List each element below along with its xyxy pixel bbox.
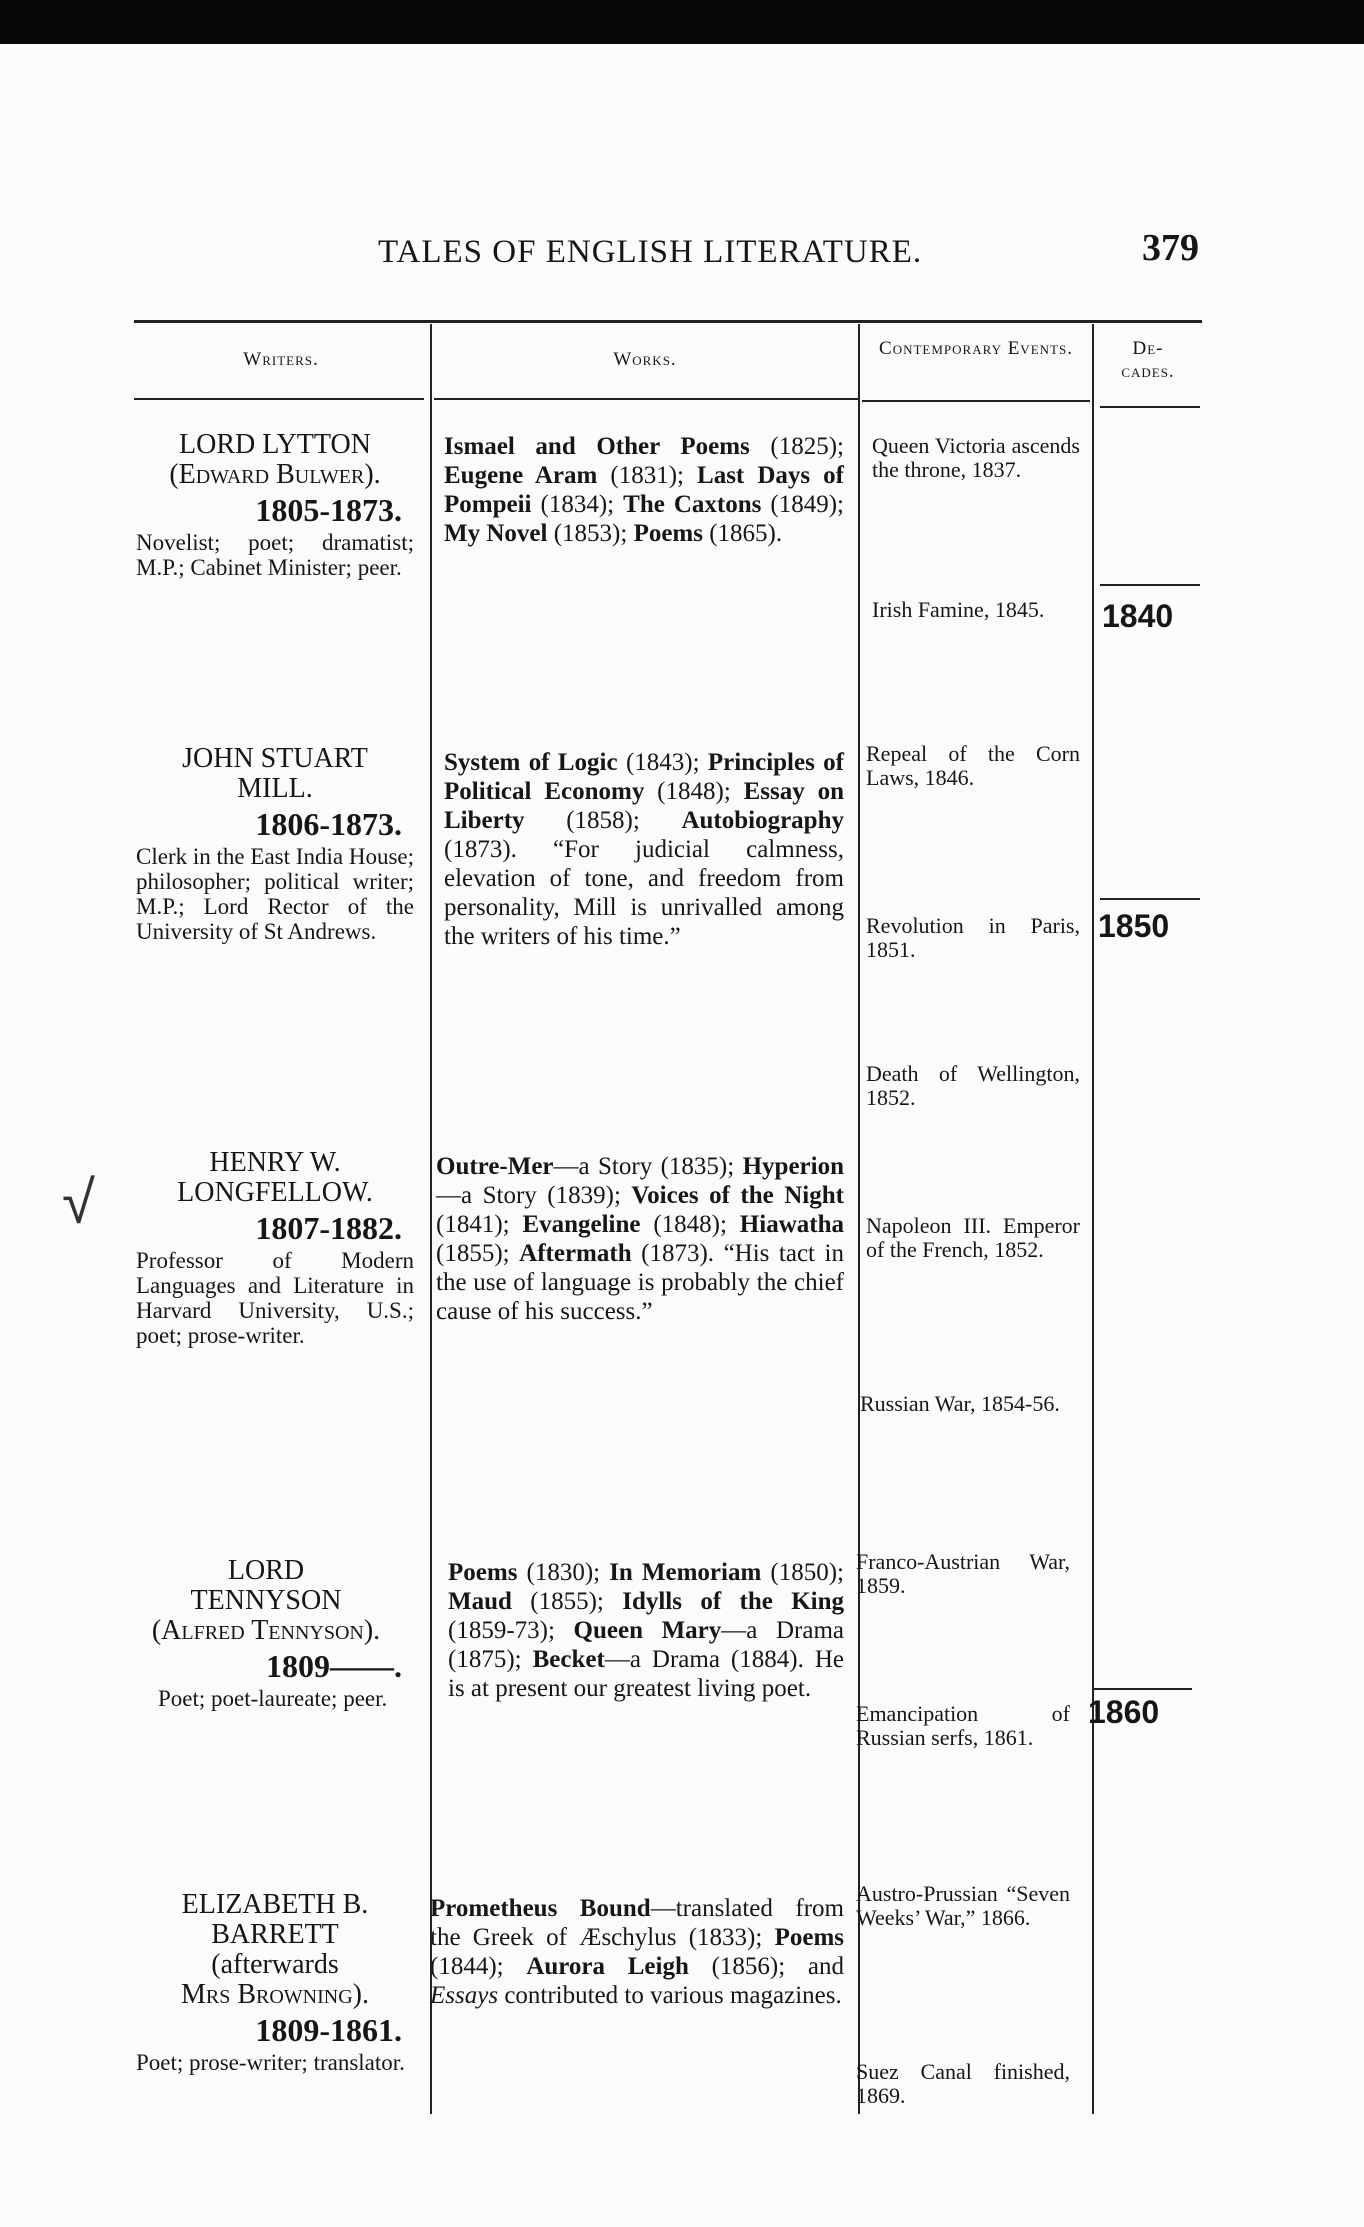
writer-name: TENNYSON: [190, 1585, 342, 1616]
work-note: (1848);: [644, 778, 744, 805]
work-note: (1873). “For judicial calmness, elevation of tone, and freedom from personality, Mill is unrivalled among the writers of his time.”: [444, 836, 844, 950]
writer-name: Mrs Browning).: [180, 1979, 369, 2010]
writer-dates: 1805-1873.: [255, 492, 402, 528]
work-title: Poems: [774, 1924, 844, 1951]
column-divider-1: [430, 324, 432, 2114]
works-entry: [448, 1558, 844, 1703]
decades-header-rule: [1100, 406, 1200, 408]
header-decades: De- cades.: [1121, 338, 1175, 382]
work-note: (1873). “His tact in the use of language is probably the chief cause of his success.”: [436, 1240, 844, 1325]
work-title: Autobiography: [681, 807, 844, 834]
work-title: Idylls of the King: [622, 1588, 844, 1615]
event-entry: Revolution in Paris, 1851.: [866, 913, 1080, 962]
work-title: Hiawatha: [739, 1211, 844, 1238]
decade-label: 1840: [1102, 598, 1174, 634]
work-note: (1853);: [547, 520, 634, 547]
work-note: —a Drama (1884). He is at present our greatest living poet.: [448, 1646, 844, 1702]
work-note: —a Story (1835);: [553, 1153, 743, 1180]
work-title: System of Logic: [444, 749, 618, 776]
work-title: In Memoriam: [609, 1559, 762, 1586]
event-entry: Queen Victoria ascends the throne, 1837.: [872, 433, 1080, 482]
work-note: (1841);: [436, 1211, 523, 1238]
work-note: (1858);: [524, 807, 682, 834]
event-entry: Suez Canal finished, 1869.: [856, 2059, 1070, 2108]
work-title: Principles of Political Economy: [444, 749, 844, 805]
work-title: Poems: [633, 520, 703, 547]
running-title: TALES OF ENGLISH LITERATURE.: [378, 234, 923, 270]
work-title: Aftermath: [519, 1240, 632, 1267]
event-entry: Franco-Austrian War, 1859.: [856, 1549, 1070, 1598]
work-title: The Caxtons: [623, 491, 762, 518]
writer-name: MILL.: [237, 773, 313, 804]
event-entry: Irish Famine, 1845.: [872, 597, 1045, 622]
decade-rule: [1092, 1688, 1192, 1690]
writer-description: Professor of Modern Languages and Literature in Harvard University, U.S.; poet; prose-writer.: [136, 1248, 414, 1348]
writer-description: Poet; prose-writer; translator.: [136, 2050, 405, 2075]
writer-dates: 1809——.: [266, 1648, 402, 1684]
work-note: (1849);: [761, 491, 844, 518]
work-title: Hyperion: [742, 1153, 844, 1180]
work-title: Last Days of Pompeii: [444, 462, 844, 518]
event-entry: Austro-Prussian “Seven Weeks’ War,” 1866.: [856, 1881, 1070, 1930]
writer-name: JOHN STUART: [182, 743, 368, 774]
work-note: (1843);: [617, 749, 708, 776]
event-entry: Emancipation of Russian serfs, 1861.: [856, 1701, 1070, 1750]
work-title: Poems: [448, 1559, 518, 1586]
writer-entry: [136, 744, 414, 944]
work-title: Maud: [448, 1588, 512, 1615]
works-entry: [444, 748, 844, 951]
column-divider-3: [1092, 324, 1094, 2114]
work-note: Essays: [430, 1982, 499, 2009]
work-title: Becket: [532, 1646, 605, 1673]
work-note: —a Drama (1875);: [448, 1617, 844, 1673]
writer-dates: 1807-1882.: [255, 1210, 402, 1246]
writers-header-rule: [134, 398, 424, 400]
decade-rule: [1100, 898, 1200, 900]
work-note: contributed to various magazines.: [498, 1982, 842, 2009]
work-note: (1859-73);: [448, 1617, 574, 1644]
writer-description: Clerk in the East India House; philosopher; political writer; M.P.; Lord Rector of the University of St Andrews.: [136, 844, 414, 944]
column-divider-2: [858, 324, 860, 2114]
writer-name: (afterwards: [211, 1949, 339, 1980]
event-entry: Death of Wellington, 1852.: [866, 1061, 1080, 1110]
work-note: (1830);: [517, 1559, 610, 1586]
work-note: —a Story (1839);: [436, 1182, 632, 1209]
decade-label: 1850: [1098, 908, 1170, 944]
works-entry: [444, 432, 844, 548]
writer-description: Poet; poet-laureate; peer.: [158, 1686, 388, 1711]
event-entry: Russian War, 1854-56.: [860, 1391, 1060, 1416]
writer-name: ELIZABETH B.: [181, 1889, 369, 1920]
work-title: Aurora Leigh: [526, 1953, 689, 1980]
work-note: (1825);: [749, 433, 844, 460]
decade-label: 1860: [1088, 1694, 1160, 1730]
work-note: (1865).: [702, 520, 783, 547]
work-note: (1848);: [640, 1211, 740, 1238]
writer-name: LORD: [227, 1555, 305, 1586]
works-header-rule: [434, 398, 858, 400]
writer-entry: [118, 1556, 414, 1711]
header-works: Works.: [613, 349, 677, 370]
writer-dates: 1806-1873.: [255, 806, 402, 842]
work-note: (1834);: [531, 491, 624, 518]
work-title: Voices of the Night: [631, 1182, 844, 1209]
page-number: 379: [1142, 227, 1199, 269]
work-note: (1856); and: [688, 1953, 844, 1980]
work-title: Evangeline: [522, 1211, 641, 1238]
work-note: (1844);: [430, 1953, 527, 1980]
writer-name: (Edward Bulwer).: [169, 459, 381, 490]
works-entry: [430, 1894, 844, 2010]
table-top-rule: [134, 320, 1202, 323]
writer-description: Novelist; poet; dramatist; M.P.; Cabinet Minister; peer.: [136, 530, 414, 580]
writer-entry: [136, 1890, 414, 2075]
event-entry: Napoleon III. Emperor of the French, 1852.: [866, 1213, 1080, 1262]
work-title: Essay on Liberty: [444, 778, 844, 834]
work-note: (1855);: [511, 1588, 623, 1615]
writer-entry: [136, 430, 414, 580]
work-note: —translated from the Greek of Æschylus (1833);: [430, 1895, 844, 1951]
writer-entry: [136, 1148, 414, 1348]
work-title: Eugene Aram: [444, 462, 598, 489]
writer-dates: 1809-1861.: [255, 2012, 402, 2048]
event-entry: Repeal of the Corn Laws, 1846.: [866, 741, 1080, 790]
events-header-rule: [862, 400, 1090, 402]
work-title: Outre-Mer: [436, 1153, 554, 1180]
header-events: Contemporary Events.: [879, 338, 1073, 359]
work-title: Queen Mary: [573, 1617, 722, 1644]
writer-name: LONGFELLOW.: [177, 1177, 373, 1208]
works-entry: [436, 1152, 844, 1326]
work-note: (1855);: [436, 1240, 520, 1267]
work-title: Ismael and Other Poems: [444, 433, 750, 460]
decade-rule: [1100, 584, 1200, 586]
work-note: (1850);: [761, 1559, 844, 1586]
writer-name: BARRETT: [211, 1919, 339, 1950]
work-note: (1831);: [597, 462, 698, 489]
scan-top-band: [0, 0, 1364, 44]
writer-name: (Alfred Tennyson).: [151, 1615, 381, 1646]
header-writers: Writers.: [243, 349, 319, 370]
pencil-check-mark: √: [62, 1169, 95, 1236]
work-title: My Novel: [444, 520, 548, 547]
writer-name: LORD LYTTON: [179, 429, 371, 460]
writer-name: HENRY W.: [209, 1147, 341, 1178]
work-title: Prometheus Bound: [430, 1895, 651, 1922]
